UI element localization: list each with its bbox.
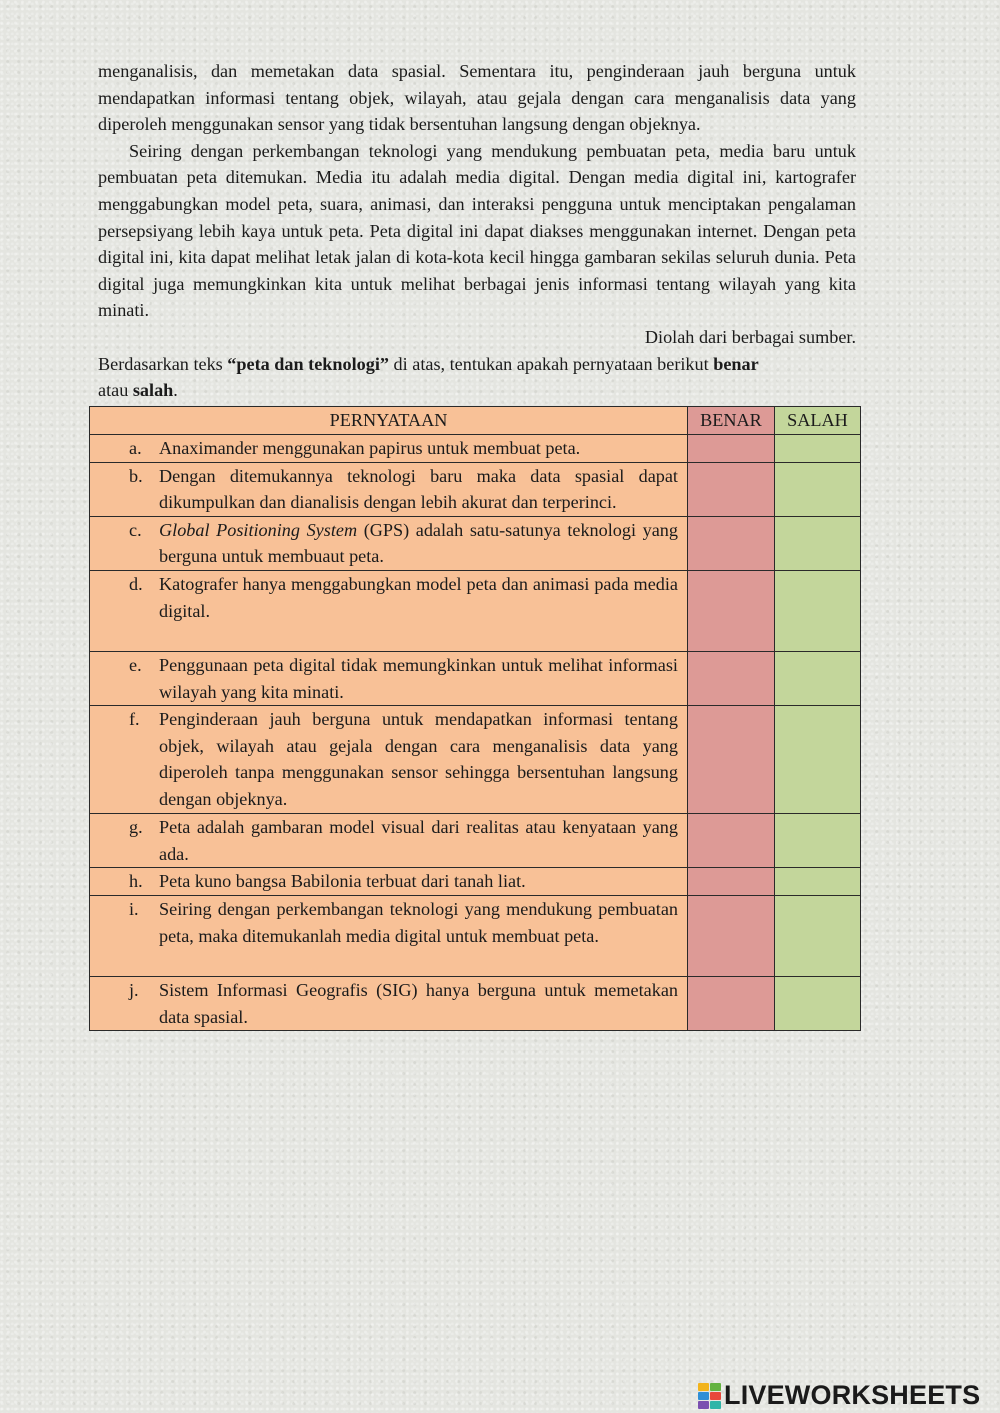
statement-letter <box>90 435 159 462</box>
statement-cell <box>90 814 688 868</box>
statement-cell <box>90 868 688 896</box>
statement-body-text: Anaximander menggunakan papirus untuk membuat peta. <box>159 438 581 458</box>
source-note: Diolah dari berbagai sumber. <box>644 326 856 347</box>
header-benar: BENAR <box>688 407 775 435</box>
salah-answer-cell[interactable] <box>775 976 861 1030</box>
table-row <box>90 516 861 570</box>
statement-body-text: Peta adalah gambaran model visual dari realitas atau kenyataan yang ada. <box>159 817 678 864</box>
salah-answer-cell[interactable] <box>775 814 861 868</box>
paragraph-1: menganalisis, dan memetakan data spasial. Sementara itu, penginderaan jauh berguna untuk mendapatkan informasi tentang objek, wilayah, atau gejala dengan cara menganalisis data yang diperoleh menggunakan sensor yang tidak bersentuhan langsung dengan objeknya. <box>98 61 856 135</box>
statement-cell <box>90 895 688 976</box>
statement-body-text: Dengan ditemukannya teknologi baru maka data spasial dapat dikumpulkan dan dianalisis dengan lebih akurat dan terperinci. <box>159 465 678 513</box>
statement-cell <box>90 435 688 463</box>
statement-text <box>159 652 678 705</box>
statement-cell <box>90 462 688 516</box>
salah-answer-cell[interactable] <box>775 516 861 570</box>
statement-letter-text: a. <box>129 438 142 458</box>
statement-letter-text: i. <box>129 898 139 919</box>
statement-text <box>159 517 678 570</box>
statement-letter-text: b. <box>129 465 143 486</box>
statement-letter-text: g. <box>129 817 143 838</box>
statement-text <box>159 977 678 1030</box>
statement-letter-text: h. <box>129 871 143 892</box>
benar-answer-cell[interactable] <box>688 516 775 570</box>
statement-text <box>159 706 678 812</box>
statement-letter <box>90 814 159 867</box>
reading-passage <box>98 58 856 404</box>
paragraph-2: Seiring dengan perkembangan teknologi yang mendukung pembuatan peta, media baru untuk pembuatan peta ditemukan. Media itu adalah media digital. Dengan media digital ini, kartografer menggabungkan model peta, suara, animasi, dan interaksi pengguna untuk menciptakan pengalaman persepsiyang lebih kaya untuk peta. Peta digital ini dapat diakses menggunakan internet. Dengan peta digital ini, kita dapat melihat letak jalan di kota-kota kecil hingga gambaran sekilas seluruh dunia. Peta digital juga memungkinkan kita untuk melihat berbagai jenis informasi tentang wilayah yang kita minati. <box>98 140 856 321</box>
statement-italic-text: Global Positioning System <box>159 519 358 540</box>
liveworksheets-logo <box>698 1378 980 1412</box>
statement-table <box>89 406 861 1031</box>
salah-answer-cell[interactable] <box>775 895 861 976</box>
statement-cell <box>90 570 688 651</box>
statement-letter <box>90 706 159 812</box>
statement-cell <box>90 706 688 814</box>
statement-cell <box>90 976 688 1030</box>
question-salah: salah <box>132 380 174 401</box>
salah-answer-cell[interactable] <box>775 570 861 651</box>
benar-answer-cell[interactable] <box>688 435 775 463</box>
question-or: atau <box>98 380 133 401</box>
benar-answer-cell[interactable] <box>688 706 775 814</box>
statement-letter <box>90 463 159 516</box>
statement-letter-text: f. <box>129 709 140 730</box>
statement-body-text: Peta kuno bangsa Babilonia terbuat dari tanah liat. <box>159 871 526 892</box>
benar-answer-cell[interactable] <box>688 570 775 651</box>
statement-text <box>159 571 678 624</box>
benar-answer-cell[interactable] <box>688 814 775 868</box>
benar-answer-cell[interactable] <box>688 651 775 705</box>
statement-body-text: Katografer hanya menggabungkan model peta dan animasi pada media digital. <box>159 573 678 621</box>
statement-letter-text: e. <box>129 654 142 675</box>
liveworksheets-logo-icon <box>698 1381 722 1409</box>
table-row <box>90 435 861 463</box>
salah-answer-cell[interactable] <box>775 462 861 516</box>
question-benar: benar <box>713 353 759 374</box>
header-statement: PERNYATAAN <box>90 407 688 435</box>
question-pre: Berdasarkan teks <box>98 353 228 374</box>
statement-letter <box>90 896 159 949</box>
salah-answer-cell[interactable] <box>775 868 861 896</box>
statement-letter-text: j. <box>129 979 139 1000</box>
table-row <box>90 462 861 516</box>
statement-body-text: Penginderaan jauh berguna untuk mendapatkan informasi tentang objek, wilayah atau gejala dengan cara menganalisis data yang diperoleh tanpa menggunakan sensor sehingga bersentuhan langsung dengan objeknya. <box>159 709 678 809</box>
statement-letter-text: d. <box>129 573 143 594</box>
question-instruction <box>98 351 856 404</box>
statement-text <box>159 814 678 867</box>
statement-cell <box>90 516 688 570</box>
table-row <box>90 570 861 651</box>
statement-letter <box>90 652 159 705</box>
header-salah: SALAH <box>775 407 861 435</box>
table-row <box>90 706 861 814</box>
benar-answer-cell[interactable] <box>688 462 775 516</box>
statement-letter <box>90 517 159 570</box>
benar-answer-cell[interactable] <box>688 868 775 896</box>
statement-letter-text: c. <box>129 519 142 540</box>
statement-text <box>159 868 678 895</box>
statement-text <box>159 463 678 516</box>
logo-text: LIVEWORKSHEETS <box>724 1379 981 1410</box>
table-row <box>90 814 861 868</box>
question-mid: di atas, tentukan apakah pernyataan berikut <box>389 353 714 374</box>
question-end: . <box>173 380 178 401</box>
question-title: “peta dan teknologi” <box>227 353 389 374</box>
statement-letter <box>90 571 159 624</box>
table-header-row <box>90 407 861 435</box>
statement-body-text: Penggunaan peta digital tidak memungkinkan untuk melihat informasi wilayah yang kita minati. <box>159 654 678 702</box>
table-row <box>90 895 861 976</box>
table-row <box>90 868 861 896</box>
salah-answer-cell[interactable] <box>775 435 861 463</box>
statement-body-text: Sistem Informasi Geografis (SIG) hanya berguna untuk memetakan data spasial. <box>159 979 678 1027</box>
statement-body-text: (GPS) adalah satu-satunya teknologi yang berguna untuk membuaut peta. <box>159 519 678 567</box>
statement-text <box>159 435 678 462</box>
statement-cell <box>90 651 688 705</box>
statement-letter <box>90 868 159 895</box>
statement-text <box>159 896 678 949</box>
statement-body-text: Seiring dengan perkembangan teknologi yang mendukung pembuatan peta, maka ditemukanlah media digital untuk membuat peta. <box>159 898 678 946</box>
table-row <box>90 651 861 705</box>
benar-answer-cell[interactable] <box>688 976 775 1030</box>
salah-answer-cell[interactable] <box>775 706 861 814</box>
salah-answer-cell[interactable] <box>775 651 861 705</box>
table-row <box>90 976 861 1030</box>
benar-answer-cell[interactable] <box>688 895 775 976</box>
statement-letter <box>90 977 159 1030</box>
